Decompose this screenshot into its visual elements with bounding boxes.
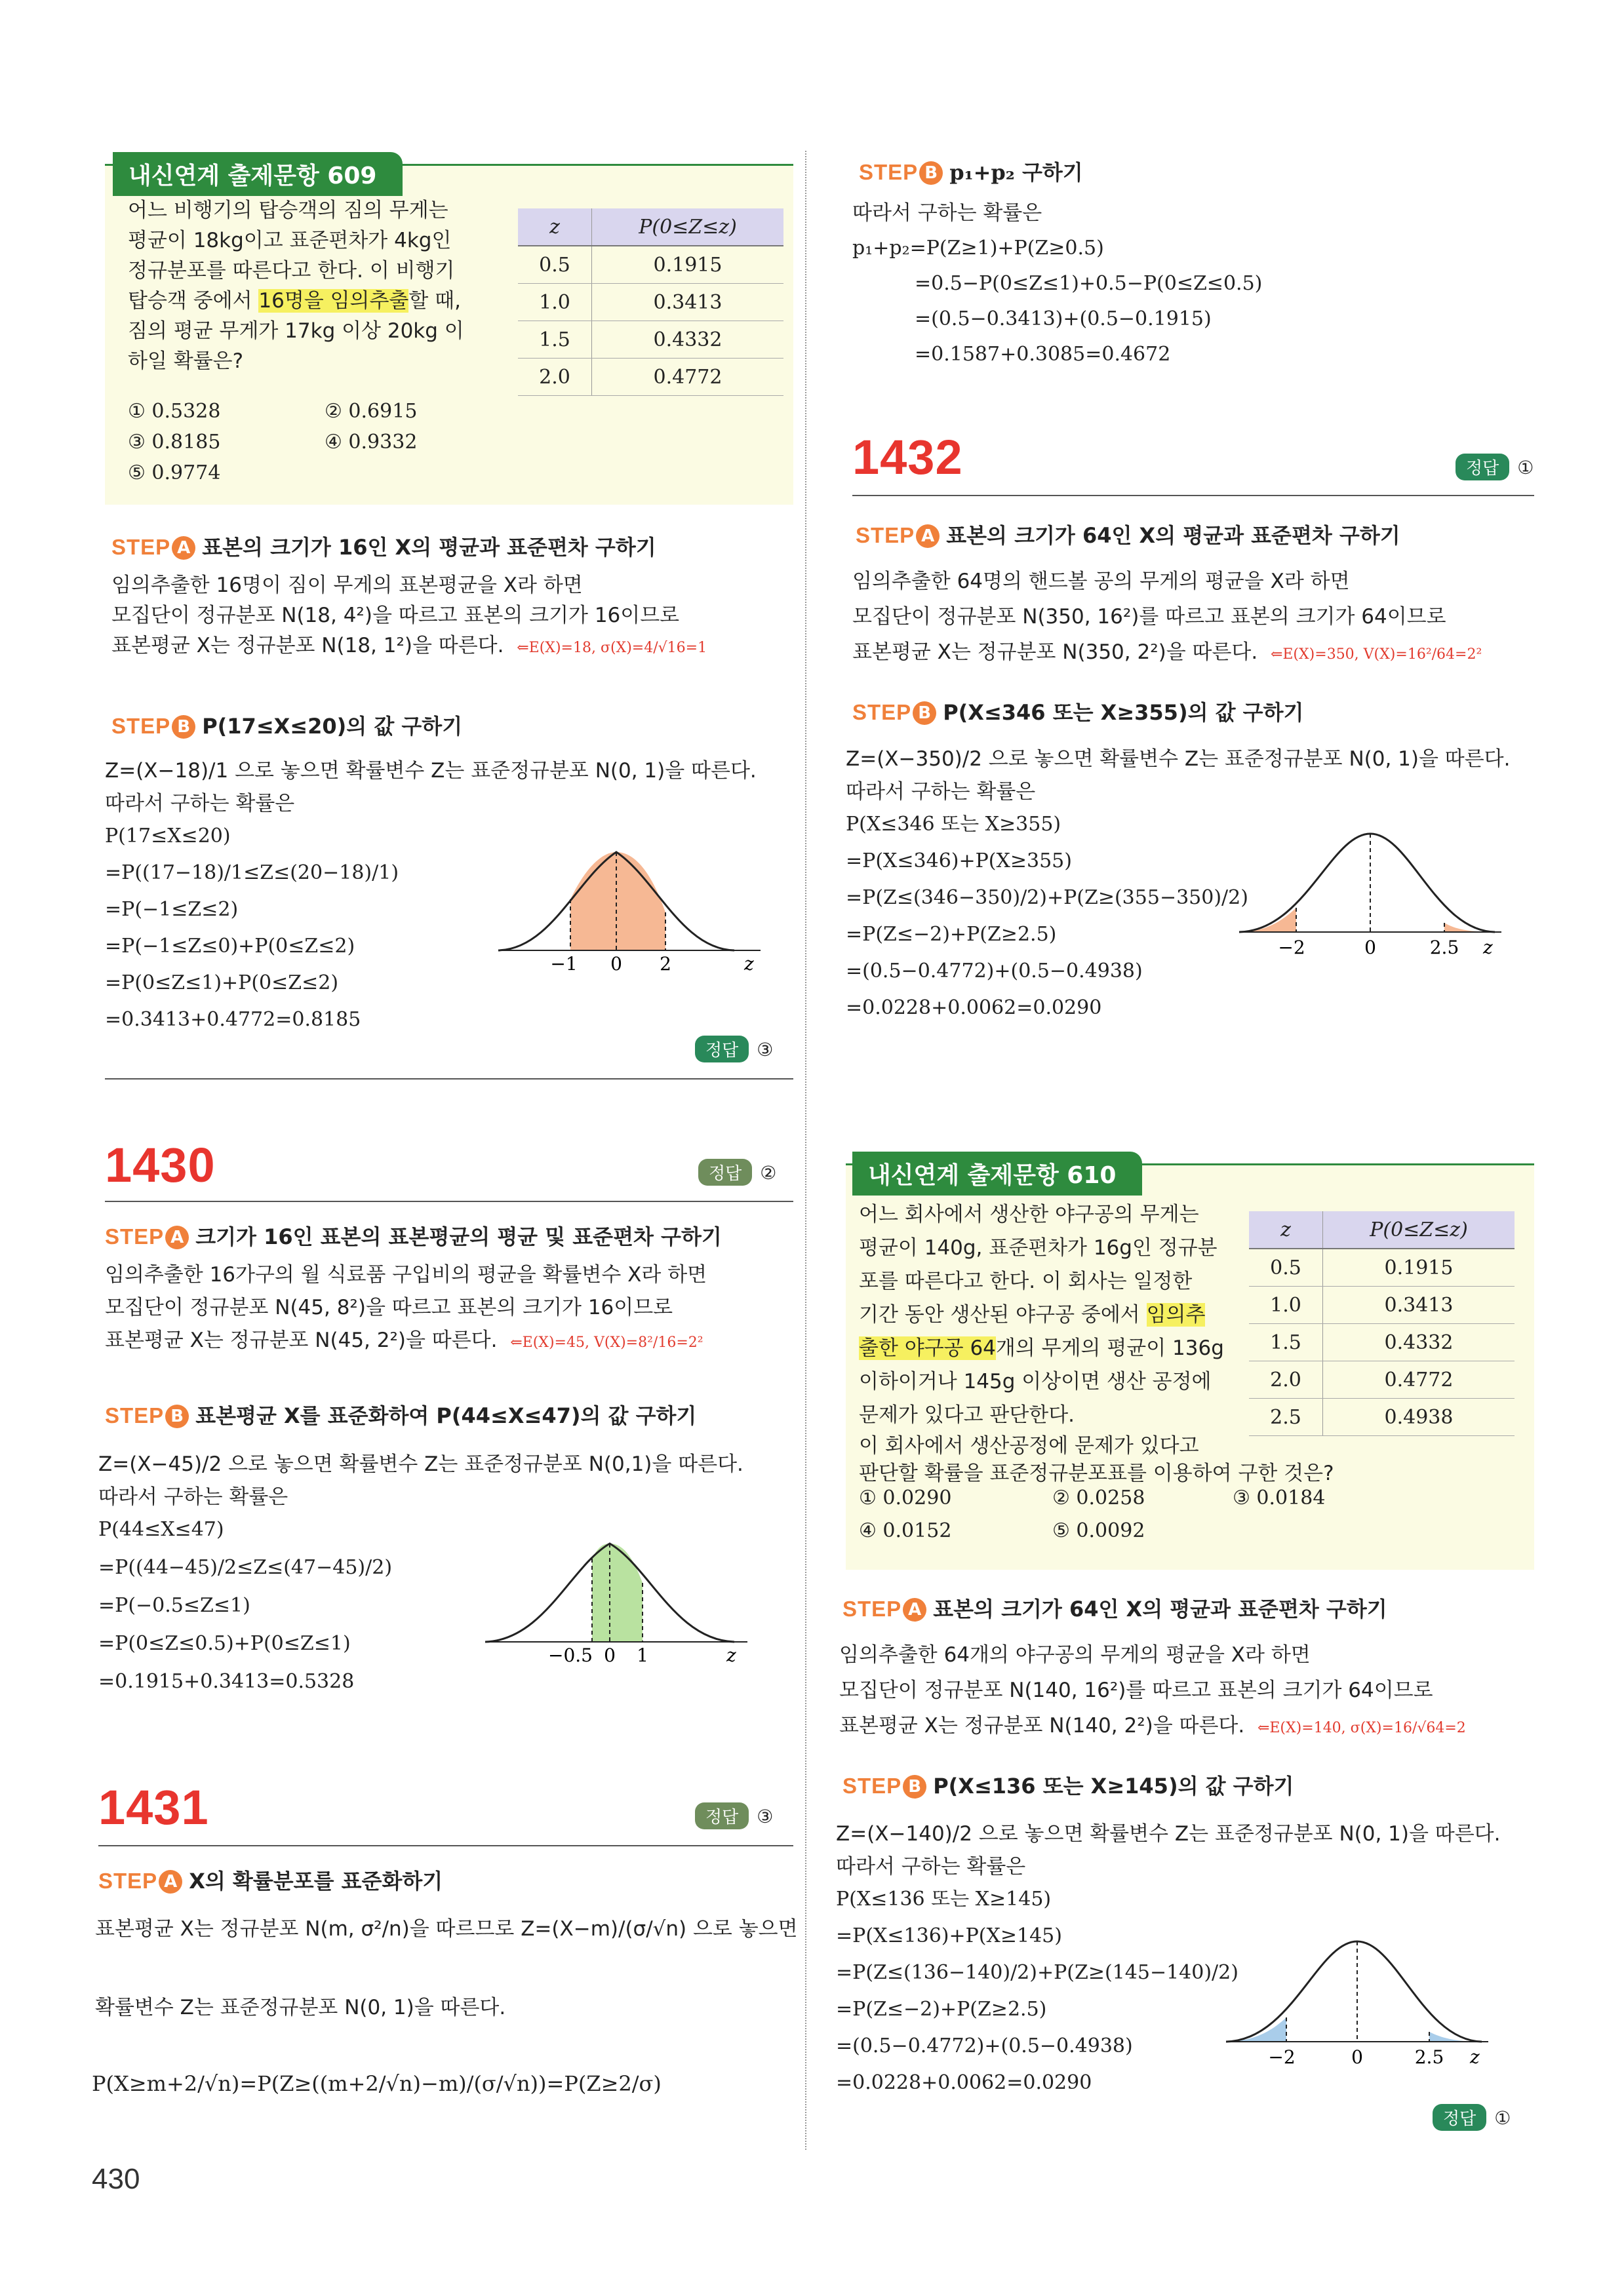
table-row: 2.0 0.4772: [518, 359, 783, 396]
math-line: =(0.5−0.3413)+(0.5−0.1915): [915, 307, 1212, 330]
question-line: 짐의 평균 무게가 17kg 이상 20kg 이: [128, 319, 464, 343]
text-line: Z=(X−350)/2 으로 놓으면 확률변수 Z는 표준정규분포 N(0, 1)을 따른다.: [846, 747, 1511, 771]
math-line: =0.5−P(0≤Z≤1)+0.5−P(0≤Z≤0.5): [915, 272, 1263, 295]
bell-curve: [1226, 1941, 1482, 2042]
math-line: =0.0228+0.0062=0.0290: [846, 996, 1102, 1019]
math-line: =P(Z≤(136−140)/2)+P(Z≥(145−140)/2): [836, 1961, 1238, 1984]
math-line: P(X≤346 또는 X≥355): [846, 813, 1061, 836]
math-line: =P(−1≤Z≤2): [105, 898, 239, 921]
question-line: 판단할 확률을 표준정규분포표를 이용하여 구한 것은?: [859, 1462, 1334, 1485]
question-line: 문제가 있다고 판단한다.: [859, 1403, 1075, 1427]
problem-number-1430: 1430: [105, 1138, 216, 1192]
choice-3[interactable]: ③ 0.8185: [128, 431, 221, 454]
math-line: =P(Z≤−2)+P(Z≥2.5): [846, 923, 1057, 946]
table-row: 1.0 0.3413: [518, 284, 783, 321]
axis-label: z: [744, 953, 754, 975]
shaded-region: [570, 852, 665, 950]
step-b-1432: STEP B P(X≤346 또는 X≥355)의 값 구하기: [852, 700, 1304, 725]
tick-label: 1: [637, 1644, 648, 1666]
step-b-1430: STEP B 표본평균 X를 표준화하여 P(44≤X≤47)의 값 구하기: [105, 1403, 697, 1428]
text-line: 표본평균 X는 정규분포 N(45, 2²)을 따른다. ⇐E(X)=45, V(X)=8²/16=2²: [105, 1329, 703, 1352]
step-title: 표본의 크기가 16인 X의 평균과 표준편차 구하기: [202, 535, 656, 560]
table-header-p: P(0≤Z≤z): [592, 208, 784, 246]
highlight: 임의추: [1146, 1303, 1206, 1327]
step-title: P(17≤X≤20)의 값 구하기: [202, 714, 463, 739]
tick-label: 0: [1351, 2046, 1363, 2068]
text-line: 모집단이 정규분포 N(140, 16²)를 따르고 표본의 크기가 64이므로: [839, 1679, 1433, 1702]
step-title: 크기가 16인 표본의 표본평균의 평균 및 표준편차 구하기: [195, 1224, 722, 1249]
section-rule: [852, 495, 1534, 496]
question-line: 탑승객 중에서 16명을 임의추출할 때,: [128, 289, 461, 313]
highlight: 출한 야구공 64: [859, 1336, 996, 1360]
text-line: Z=(X−140)/2 으로 놓으면 확률변수 Z는 표준정규분포 N(0, 1)을 따른다.: [836, 1822, 1501, 1846]
side-note: ⇐E(X)=18, σ(X)=4/√16=1: [517, 640, 707, 656]
math-line: p₁+p₂=P(Z≥1)+P(Z≥0.5): [852, 237, 1104, 260]
math-line: =P(0≤Z≤1)+P(0≤Z≤2): [105, 971, 339, 994]
step-b-pp-body: [852, 195, 1262, 372]
problem-number-1431: 1431: [98, 1780, 209, 1835]
step-a-1431-line2: 확률변수 Z는 표준정규분포 N(0, 1)을 따른다.: [95, 1996, 506, 2019]
question-line: 어느 비행기의 탑승객의 짐의 무게는: [128, 199, 448, 222]
table-row: 1.0 0.3413: [1249, 1287, 1515, 1324]
math-line: =(0.5−0.4772)+(0.5−0.4938): [846, 960, 1143, 983]
text-line: 표본평균 X는 정규분포 N(140, 2²)을 따른다. ⇐E(X)=140, σ(X)=16/√64=2: [839, 1714, 1466, 1738]
page-number: 430: [92, 2163, 140, 2195]
problem-number-1432: 1432: [852, 430, 963, 484]
answer-610: 정답 ①: [1433, 2104, 1511, 2131]
math-line: =P(0≤Z≤0.5)+P(0≤Z≤1): [98, 1632, 351, 1655]
step-title: P(X≤346 또는 X≥355)의 값 구하기: [943, 700, 1304, 725]
side-note: ⇐E(X)=140, σ(X)=16/√64=2: [1257, 1720, 1466, 1736]
question-line: 평균이 18kg이고 표준편차가 4kg인: [128, 229, 452, 252]
step-title: 표본의 크기가 64인 X의 평균과 표준편차 구하기: [946, 523, 1400, 548]
question-line: 평균이 140g, 표준편차가 16g인 정규분: [859, 1236, 1218, 1260]
question-line: 어느 회사에서 생산한 야구공의 무게는: [859, 1203, 1199, 1226]
section-rule: [98, 1845, 793, 1846]
tick-label: 2: [660, 953, 671, 975]
choice-1[interactable]: ① 0.5328: [128, 400, 221, 423]
table-header-z: z: [1249, 1211, 1323, 1249]
math-line: =P(−0.5≤Z≤1): [98, 1594, 250, 1617]
highlight: 16명을 임의추출: [258, 289, 409, 313]
step-a-1431-line1: 표본평균 X는 정규분포 N(m, σ²/n)을 따르므로 Z=(X−m)/(σ/√n) 으로 놓으면: [95, 1917, 798, 1941]
text-line: 모집단이 정규분포 N(45, 8²)을 따르고 표본의 크기가 16이므로: [105, 1296, 673, 1319]
question-line: 출한 야구공 64개의 무게의 평균이 136g: [859, 1336, 1224, 1360]
math-line: P(17≤X≤20): [105, 825, 231, 847]
answer-1432: 정답 ①: [1456, 454, 1534, 480]
step-title: 표본평균 X를 표준화하여 P(44≤X≤47)의 값 구하기: [195, 1403, 697, 1428]
step-a-609-body: [111, 570, 707, 663]
tick-label: −0.5: [548, 1644, 593, 1666]
step-title: X의 확률분포를 표준화하기: [189, 1869, 443, 1894]
column-divider: [805, 151, 806, 2150]
choice-1[interactable]: ① 0.0290: [859, 1487, 952, 1509]
text-line: Z=(X−45)/2 으로 놓으면 확률변수 Z는 표준정규분포 N(0,1)을 따른다.: [98, 1452, 743, 1476]
math-line: =(0.5−0.4772)+(0.5−0.4938): [836, 2034, 1133, 2057]
math-line: =P(X≤136)+P(X≥145): [836, 1924, 1062, 1947]
choice-3[interactable]: ③ 0.0184: [1233, 1487, 1326, 1509]
question-line: 하일 확률은?: [128, 349, 244, 373]
math-line: =0.3413+0.4772=0.8185: [105, 1008, 361, 1031]
table-row: 1.5 0.4332: [1249, 1324, 1515, 1361]
text-line: 임의추출한 16가구의 월 식료품 구입비의 평균을 확률변수 X라 하면: [105, 1263, 707, 1287]
step-a-1432: STEP A 표본의 크기가 64인 X의 평균과 표준편차 구하기: [856, 523, 1400, 548]
answer-1431: 정답 ③: [695, 1802, 773, 1829]
math-line: =P(Z≤(346−350)/2)+P(Z≥(355−350)/2): [846, 886, 1248, 909]
box-609-tab: 내신연계 출제문항 609: [113, 152, 403, 196]
step-b-609: STEP B P(17≤X≤20)의 값 구하기: [111, 714, 463, 739]
text-line: Z=(X−18)/1 으로 놓으면 확률변수 Z는 표준정규분포 N(0, 1)을 따른다.: [105, 759, 757, 783]
question-line: 정규분포를 따른다고 한다. 이 비행기: [128, 259, 455, 282]
answer-1430: 정답 ②: [698, 1159, 776, 1186]
text-line: 따라서 구하는 확률은: [836, 1855, 1026, 1878]
tick-label: 2.5: [1414, 2046, 1444, 2068]
table-header-p: P(0≤Z≤z): [1323, 1211, 1515, 1249]
math-line: =P(Z≤−2)+P(Z≥2.5): [836, 1998, 1047, 2021]
box-609-question: [128, 195, 464, 376]
table-row: 2.0 0.4772: [1249, 1361, 1515, 1399]
math-line: =P((44−45)/2≤Z≤(47−45)/2): [98, 1556, 393, 1579]
text-line: 모집단이 정규분포 N(18, 4²)을 따르고 표본의 크기가 16이므로: [111, 604, 680, 627]
question-line: 기간 동안 생산된 야구공 중에서 임의추: [859, 1303, 1206, 1327]
box-610-tab: 내신연계 출제문항 610: [852, 1152, 1142, 1196]
section-rule: [105, 1201, 793, 1202]
math-line: P(X≤136 또는 X≥145): [836, 1888, 1052, 1911]
text-line: 따라서 구하는 확률은: [846, 780, 1036, 804]
shaded-region: [592, 1544, 643, 1642]
side-note: ⇐E(X)=45, V(X)=8²/16=2²: [510, 1334, 703, 1351]
normal-curve-graph-1430: [485, 1527, 761, 1665]
question-line: 이 회사에서 생산공정에 문제가 있다고: [859, 1434, 1199, 1458]
tick-label: 0: [604, 1644, 616, 1666]
text-line: 모집단이 정규분포 N(350, 16²)를 따르고 표본의 크기가 64이므로: [852, 605, 1446, 629]
text-line: 임의추출한 16명이 짐이 무게의 표본평균을 X라 하면: [111, 574, 583, 597]
tick-label: −2: [1278, 937, 1305, 958]
table-row: 0.5 0.1915: [1249, 1249, 1515, 1287]
text-line: 임의추출한 64개의 야구공의 무게의 평균을 X라 하면: [839, 1643, 1311, 1667]
axis-label: z: [726, 1644, 736, 1666]
section-rule: [105, 1078, 793, 1080]
text-line: 표본평균 X는 정규분포 N(350, 2²)을 따른다. ⇐E(X)=350, V(X)=16²/64=2²: [852, 640, 1482, 664]
math-line: =P(X≤346)+P(X≥355): [846, 849, 1072, 872]
choice-2[interactable]: ② 0.0258: [1052, 1487, 1145, 1509]
choice-2[interactable]: ② 0.6915: [325, 400, 418, 423]
step-title: P(X≤136 또는 X≥145)의 값 구하기: [933, 1774, 1294, 1799]
z-table-610: [1249, 1211, 1515, 1436]
bell-curve: [1239, 834, 1495, 932]
normal-curve-graph-609: [498, 839, 774, 975]
table-row: 2.5 0.4938: [1249, 1399, 1515, 1436]
text-line: 표본평균 X는 정규분포 N(18, 1²)을 따른다. ⇐E(X)=18, σ(X)=4/√16=1: [111, 634, 707, 657]
step-a-1431: STEP A X의 확률분포를 표준화하기: [98, 1869, 443, 1894]
text-line: 따라서 구하는 확률은: [98, 1485, 288, 1509]
table-row: 1.5 0.4332: [518, 321, 783, 359]
step-title: 표본의 크기가 64인 X의 평균과 표준편차 구하기: [933, 1597, 1387, 1622]
step-a-1430: STEP A 크기가 16인 표본의 표본평균의 평균 및 표준편차 구하기: [105, 1224, 722, 1249]
text-line: 따라서 구하는 확률은: [105, 792, 295, 815]
math-line: P(44≤X≤47): [98, 1518, 224, 1541]
choice-5[interactable]: ⑤ 0.9774: [128, 461, 221, 484]
table-row: 0.5 0.1915: [518, 246, 783, 284]
tick-label: 0: [610, 953, 622, 975]
step-a-610: STEP A 표본의 크기가 64인 X의 평균과 표준편차 구하기: [842, 1597, 1387, 1622]
math-line: =0.0228+0.0062=0.0290: [836, 2071, 1092, 2094]
z-table-609: [518, 208, 783, 396]
math-line: =0.1915+0.3413=0.5328: [98, 1670, 355, 1693]
step-b-610: STEP B P(X≤136 또는 X≥145)의 값 구하기: [842, 1774, 1294, 1799]
math-line: =P((17−18)/1≤Z≤(20−18)/1): [105, 861, 399, 884]
step-a-610-body: [839, 1637, 1466, 1746]
choice-4[interactable]: ④ 0.9332: [325, 431, 418, 454]
tick-label: −1: [550, 953, 578, 975]
question-line: 포를 따른다고 한다. 이 회사는 일정한: [859, 1270, 1193, 1293]
step-a-1431-line3: P(X≥m+2/√n)=P(Z≥((m+2/√n)−m)/(σ/√n))=P(Z≥2/σ): [92, 2071, 662, 2096]
side-note: ⇐E(X)=350, V(X)=16²/64=2²: [1270, 646, 1482, 663]
normal-curve-graph-610: [1226, 1934, 1501, 2071]
step-a-1430-body: [105, 1258, 707, 1359]
text-line: 따라서 구하는 확률은: [852, 201, 1042, 225]
step-a-609: STEP A 표본의 크기가 16인 X의 평균과 표준편차 구하기: [111, 535, 656, 560]
choice-4[interactable]: ④ 0.0152: [859, 1519, 952, 1542]
axis-label: z: [1470, 2046, 1480, 2068]
step-title: p₁+p₂ 구하기: [949, 160, 1083, 185]
tick-label: −2: [1268, 2046, 1296, 2068]
answer-609: 정답 ③: [695, 1036, 773, 1062]
normal-curve-graph-1432: [1239, 826, 1515, 963]
shaded-region-left: [1226, 2017, 1286, 2042]
step-b-pp: STEP B p₁+p₂ 구하기: [859, 160, 1083, 185]
question-line: 이하이거나 145g 이상이면 생산 공정에: [859, 1370, 1212, 1393]
table-header-z: z: [518, 208, 592, 246]
step-a-1432-body: [852, 564, 1482, 672]
tick-label: 0: [1364, 937, 1376, 958]
axis-label: z: [1483, 937, 1493, 958]
math-line: =0.1587+0.3085=0.4672: [915, 343, 1171, 366]
math-line: =P(−1≤Z≤0)+P(0≤Z≤2): [105, 935, 355, 958]
text-line: 임의추출한 64명의 핸드볼 공의 무게의 평균을 X라 하면: [852, 570, 1350, 593]
choice-5[interactable]: ⑤ 0.0092: [1052, 1519, 1145, 1542]
tick-label: 2.5: [1429, 937, 1459, 958]
